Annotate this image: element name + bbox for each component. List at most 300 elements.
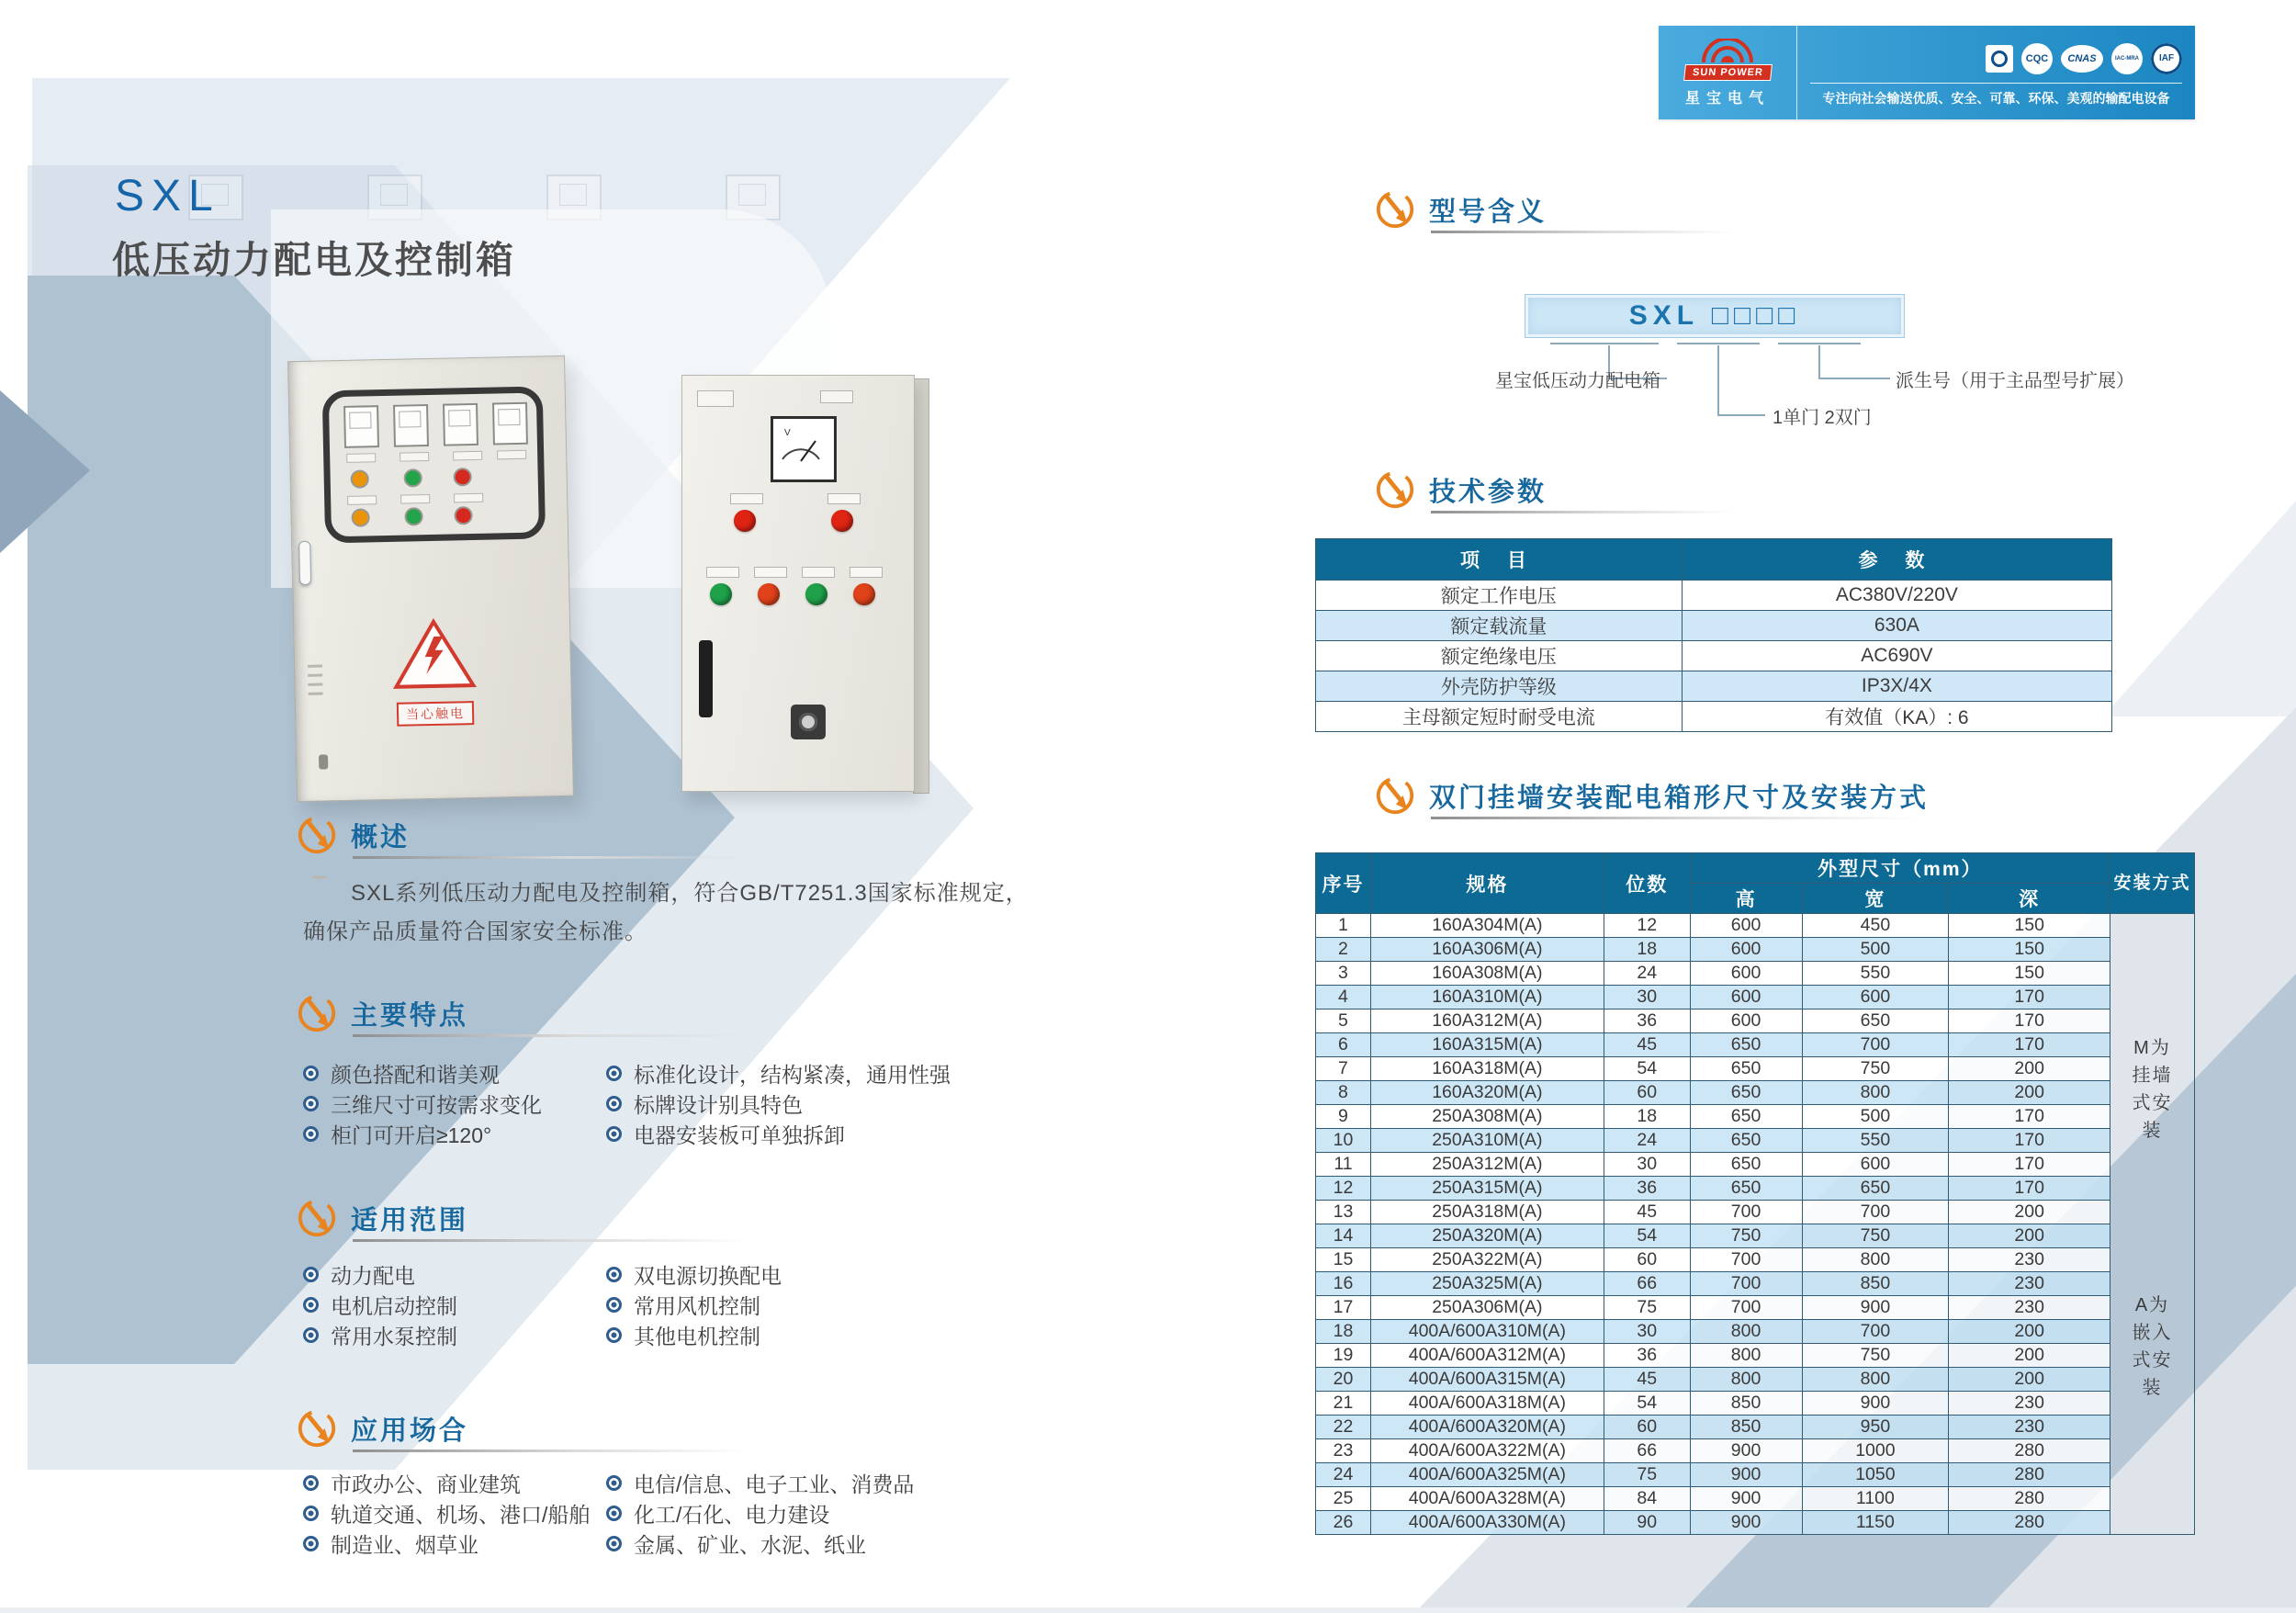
size-cell: 200 <box>1949 1201 2110 1224</box>
size-table-row <box>1316 1392 2195 1416</box>
panel-tag <box>347 495 377 505</box>
size-table-row <box>1316 1201 2195 1224</box>
size-cell: 500 <box>1802 938 1949 962</box>
application-text: 电信/信息、电子工业、消费品 <box>634 1472 915 1496</box>
bullet-icon <box>606 1536 622 1551</box>
size-cell: 24 <box>1316 1463 1371 1487</box>
size-cell: 6 <box>1316 1033 1371 1057</box>
size-cell: 400A/600A330M(A) <box>1370 1511 1604 1535</box>
size-cell: 850 <box>1802 1272 1949 1296</box>
size-cell: 60 <box>1604 1081 1690 1105</box>
size-table-body <box>1316 914 2195 1535</box>
size-cell: 22 <box>1316 1416 1371 1439</box>
panel-tag <box>454 493 483 503</box>
tech-value: 有效值（KA）: 6 <box>1682 702 2111 732</box>
bullet-icon <box>606 1096 622 1111</box>
size-cell: 250A315M(A) <box>1370 1177 1604 1201</box>
warning-label: 当心触电 <box>397 701 475 727</box>
application-text: 市政办公、商业建筑 <box>331 1472 521 1496</box>
size-cell: 800 <box>1690 1320 1802 1344</box>
size-cell: 170 <box>1949 1033 2110 1057</box>
size-cell: 160A304M(A) <box>1370 914 1604 938</box>
section-header-tech-params <box>1374 468 1547 511</box>
voltmeter <box>771 416 837 482</box>
name-plate <box>820 390 853 403</box>
size-table-row <box>1316 914 2195 938</box>
size-cell: 650 <box>1690 1033 1802 1057</box>
tech-value: AC380V/220V <box>1682 581 2111 611</box>
size-cell: 280 <box>1949 1463 2110 1487</box>
size-table-row <box>1316 1368 2195 1392</box>
scope-text: 其他电机控制 <box>634 1325 760 1348</box>
col-header-install: 安装方式 <box>2110 853 2195 914</box>
red-indicator <box>734 510 756 532</box>
application-item <box>303 1468 521 1498</box>
size-cell: 700 <box>1690 1248 1802 1272</box>
bullet-icon <box>303 1475 319 1491</box>
size-cell: 700 <box>1690 1296 1802 1320</box>
col-header-units: 位数 <box>1604 853 1690 914</box>
page-bottom-edge <box>0 1607 2296 1613</box>
size-cell: 800 <box>1690 1368 1802 1392</box>
warning-triangle-icon <box>391 617 478 693</box>
size-cell: 20 <box>1316 1368 1371 1392</box>
size-cell: 250A322M(A) <box>1370 1248 1604 1272</box>
col-header-item: 项 目 <box>1316 539 1683 581</box>
section-title: 概述 <box>351 823 411 852</box>
application-item <box>606 1498 829 1528</box>
header-divider <box>1810 83 2182 84</box>
panel-meter <box>443 403 478 446</box>
green-button <box>805 583 827 605</box>
size-cell: 30 <box>1604 986 1690 1010</box>
cert-iac-mra-icon: IAC-MRA <box>2111 43 2143 74</box>
section-underline <box>353 1034 748 1037</box>
size-cell: 150 <box>1949 914 2110 938</box>
col-header-value: 参 数 <box>1682 539 2111 581</box>
size-cell: 36 <box>1604 1010 1690 1033</box>
application-item <box>303 1498 590 1528</box>
size-cell: 13 <box>1316 1201 1371 1224</box>
company-name: 星宝电气 <box>1684 90 1770 107</box>
size-table-row <box>1316 1010 2195 1033</box>
scope-text: 常用水泵控制 <box>331 1325 457 1348</box>
scope-text: 动力配电 <box>331 1264 415 1288</box>
size-table-row <box>1316 962 2195 986</box>
install-method-cell <box>2110 914 2195 1535</box>
section-header-size-table <box>1374 774 1929 817</box>
size-cell: 230 <box>1949 1248 2110 1272</box>
size-cell: 1050 <box>1802 1463 1949 1487</box>
size-cell: 60 <box>1604 1248 1690 1272</box>
size-cell: 10 <box>1316 1129 1371 1153</box>
size-table-row <box>1316 1344 2195 1368</box>
bullet-icon <box>303 1327 319 1343</box>
size-cell: 900 <box>1690 1511 1802 1535</box>
feature-text: 标牌设计别具特色 <box>634 1093 803 1117</box>
feature-text: 颜色搭配和谐美观 <box>331 1063 500 1087</box>
button-tag <box>802 567 835 578</box>
size-cell: 75 <box>1604 1463 1690 1487</box>
size-cell: 900 <box>1690 1439 1802 1463</box>
application-text: 轨道交通、机场、港口/船舶 <box>331 1503 591 1527</box>
size-cell: 700 <box>1802 1320 1949 1344</box>
size-table-row <box>1316 1439 2195 1463</box>
size-cell: 21 <box>1316 1392 1371 1416</box>
green-lamp <box>403 468 422 487</box>
size-cell: 30 <box>1604 1320 1690 1344</box>
col-header-width: 宽 <box>1802 884 1949 914</box>
bullet-icon <box>303 1066 319 1081</box>
size-cell: 550 <box>1802 1129 1949 1153</box>
feature-item <box>606 1119 845 1149</box>
name-plate <box>697 390 734 407</box>
panel-meter <box>343 405 379 448</box>
section-underline <box>1431 817 1918 819</box>
size-cell: 800 <box>1802 1248 1949 1272</box>
size-cell: 230 <box>1949 1272 2110 1296</box>
bullet-icon <box>303 1536 319 1551</box>
size-cell: 850 <box>1690 1392 1802 1416</box>
size-cell: 650 <box>1690 1153 1802 1177</box>
size-cell: 700 <box>1802 1201 1949 1224</box>
size-cell: 250A320M(A) <box>1370 1224 1604 1248</box>
size-cell: 24 <box>1604 962 1690 986</box>
size-table-row <box>1316 1463 2195 1487</box>
size-cell: 280 <box>1949 1439 2110 1463</box>
panel-meter <box>492 402 528 446</box>
size-cell: 160A320M(A) <box>1370 1081 1604 1105</box>
red-indicator <box>831 510 853 532</box>
size-cell: 170 <box>1949 1153 2110 1177</box>
bullet-icon <box>303 1506 319 1521</box>
page-title-model: SXL <box>115 172 220 220</box>
size-cell: 2 <box>1316 938 1371 962</box>
size-cell: 230 <box>1949 1296 2110 1320</box>
size-cell: 550 <box>1802 962 1949 986</box>
feature-text: 电器安装板可单独拆卸 <box>634 1123 845 1147</box>
size-cell: 650 <box>1802 1010 1949 1033</box>
size-table-row <box>1316 1033 2195 1057</box>
col-header-spec: 规格 <box>1370 853 1604 914</box>
section-title: 主要特点 <box>351 1001 469 1031</box>
size-cell: 170 <box>1949 986 2110 1010</box>
size-cell: 160A308M(A) <box>1370 962 1604 986</box>
size-cell: 200 <box>1949 1368 2110 1392</box>
scope-item <box>303 1320 457 1350</box>
tech-item: 额定绝缘电压 <box>1316 641 1683 671</box>
tech-row <box>1316 611 2112 641</box>
product-photo-cabinet-2 <box>681 375 915 792</box>
section-header-applications <box>296 1407 468 1449</box>
size-cell: 600 <box>1690 938 1802 962</box>
cabinet-handle <box>298 541 311 585</box>
application-item <box>606 1468 914 1498</box>
size-cell: 900 <box>1802 1296 1949 1320</box>
panel-tag <box>346 453 376 463</box>
size-cell: 230 <box>1949 1392 2110 1416</box>
size-cell: 450 <box>1802 914 1949 938</box>
size-table-row <box>1316 986 2195 1010</box>
size-cell: 400A/600A328M(A) <box>1370 1487 1604 1511</box>
tech-row <box>1316 702 2112 732</box>
bullet-icon <box>303 1267 319 1282</box>
size-cell: 54 <box>1604 1224 1690 1248</box>
size-table <box>1315 852 2195 1535</box>
section-header-overview <box>296 814 410 856</box>
button-tag <box>754 567 787 578</box>
bullet-icon <box>606 1126 622 1142</box>
feature-text: 标准化设计，结构紧凑，通用性强 <box>634 1063 951 1087</box>
logo-text: SUN POWER <box>1683 64 1773 81</box>
cabinet-2-side <box>913 378 929 794</box>
cert-cnas-icon: CNAS <box>2061 45 2103 73</box>
size-cell: 400A/600A310M(A) <box>1370 1320 1604 1344</box>
size-cell: 150 <box>1949 962 2110 986</box>
product-photo-cabinet-1 <box>287 355 574 802</box>
bullet-icon <box>606 1506 622 1521</box>
size-cell: 16 <box>1316 1272 1371 1296</box>
size-cell: 1 <box>1316 914 1371 938</box>
red-lamp <box>453 468 471 486</box>
size-cell: 950 <box>1802 1416 1949 1439</box>
sun-power-logo <box>1659 26 1797 119</box>
section-arrow-icon <box>296 992 338 1034</box>
size-cell: 160A310M(A) <box>1370 986 1604 1010</box>
size-cell: 280 <box>1949 1511 2110 1535</box>
size-cell: 36 <box>1604 1344 1690 1368</box>
size-cell: 45 <box>1604 1033 1690 1057</box>
scope-item <box>606 1320 760 1350</box>
cert-icons <box>1810 39 2182 79</box>
size-cell: 18 <box>1604 938 1690 962</box>
size-cell: 54 <box>1604 1057 1690 1081</box>
bullet-icon <box>606 1297 622 1313</box>
size-cell: 750 <box>1802 1224 1949 1248</box>
green-lamp <box>404 507 422 525</box>
size-cell: 26 <box>1316 1511 1371 1535</box>
col-header-depth: 深 <box>1949 884 2110 914</box>
orange-lamp <box>351 469 369 488</box>
tech-item: 额定工作电压 <box>1316 581 1683 611</box>
application-item <box>606 1528 866 1559</box>
scope-text: 电机启动控制 <box>331 1294 457 1318</box>
size-cell: 160A306M(A) <box>1370 938 1604 962</box>
size-table-row <box>1316 1487 2195 1511</box>
lamp-tag <box>827 493 861 504</box>
size-cell: 800 <box>1802 1081 1949 1105</box>
feature-item <box>303 1058 500 1088</box>
size-table-row <box>1316 1320 2195 1344</box>
scope-item <box>606 1290 760 1320</box>
size-cell: 24 <box>1604 1129 1690 1153</box>
section-underline <box>1431 511 1734 513</box>
size-table-row <box>1316 1272 2195 1296</box>
size-cell: 60 <box>1604 1416 1690 1439</box>
size-cell: 700 <box>1690 1272 1802 1296</box>
size-cell: 750 <box>1802 1344 1949 1368</box>
size-cell: 200 <box>1949 1320 2110 1344</box>
size-cell: 650 <box>1690 1105 1802 1129</box>
bullet-icon <box>303 1297 319 1313</box>
application-text: 制造业、烟草业 <box>331 1533 478 1557</box>
size-cell: 170 <box>1949 1105 2110 1129</box>
size-cell: 650 <box>1690 1129 1802 1153</box>
size-cell: 11 <box>1316 1153 1371 1177</box>
size-cell: 600 <box>1690 986 1802 1010</box>
panel-tag <box>400 452 429 462</box>
size-cell: 600 <box>1802 1153 1949 1177</box>
size-cell: 200 <box>1949 1344 2110 1368</box>
size-cell: 160A315M(A) <box>1370 1033 1604 1057</box>
model-label-left: 星宝低压动力配电箱 <box>1495 371 1660 391</box>
vent-louver <box>308 664 322 667</box>
brand-slogan: 专注向社会输送优质、安全、可靠、环保、美观的输配电设备 <box>1822 90 2170 106</box>
size-cell: 280 <box>1949 1487 2110 1511</box>
size-cell: 600 <box>1690 1010 1802 1033</box>
size-cell: 5 <box>1316 1010 1371 1033</box>
size-cell: 90 <box>1604 1511 1690 1535</box>
tech-row <box>1316 671 2112 702</box>
section-arrow-icon <box>1374 774 1416 817</box>
feature-item <box>303 1119 491 1149</box>
size-cell: 18 <box>1316 1320 1371 1344</box>
section-header-features <box>296 992 468 1034</box>
size-cell: 19 <box>1316 1344 1371 1368</box>
tech-value: AC690V <box>1682 641 2111 671</box>
scope-item <box>303 1290 457 1320</box>
size-table-row <box>1316 938 2195 962</box>
size-cell: 170 <box>1949 1177 2110 1201</box>
size-cell: 160A312M(A) <box>1370 1010 1604 1033</box>
size-cell: 160A318M(A) <box>1370 1057 1604 1081</box>
tech-item: 外壳防护等级 <box>1316 671 1683 702</box>
section-title: 技术参数 <box>1429 478 1548 507</box>
size-cell: 250A310M(A) <box>1370 1129 1604 1153</box>
page-title-name: 低压动力配电及控制箱 <box>112 239 516 281</box>
overview-text-line1: SXL系列低压动力配电及控制箱，符合GB/T7251.3国家标准规定， <box>351 881 1029 906</box>
size-cell: 500 <box>1802 1105 1949 1129</box>
vent-louver <box>309 692 323 694</box>
red-button <box>758 583 780 605</box>
warning-sticker <box>386 617 483 727</box>
bullet-icon <box>606 1475 622 1491</box>
install-note: A为嵌入式安装 <box>2132 1295 2173 1398</box>
size-table-row <box>1316 1129 2195 1153</box>
bullet-icon <box>606 1327 622 1343</box>
size-cell: 400A/600A325M(A) <box>1370 1463 1604 1487</box>
bullet-icon <box>303 1126 319 1142</box>
panel-tag <box>400 494 430 504</box>
cert-iaf-icon: IAF <box>2151 43 2182 74</box>
size-table-row <box>1316 1153 2195 1177</box>
scope-text: 常用风机控制 <box>634 1294 760 1318</box>
section-underline <box>353 1449 748 1452</box>
bullet-icon <box>303 1096 319 1111</box>
feature-item <box>303 1088 542 1119</box>
size-table-row <box>1316 1511 2195 1535</box>
section-header-model-meaning <box>1374 188 1547 231</box>
sun-power-arcs-icon <box>1698 39 1757 62</box>
size-cell: 150 <box>1949 938 2110 962</box>
cabinet-2-handle <box>699 640 713 717</box>
size-cell: 230 <box>1949 1416 2110 1439</box>
red-button <box>853 583 875 605</box>
size-cell: 750 <box>1690 1224 1802 1248</box>
section-header-scope <box>296 1197 468 1239</box>
size-cell: 400A/600A315M(A) <box>1370 1368 1604 1392</box>
vent-louver <box>308 673 322 676</box>
size-cell: 200 <box>1949 1081 2110 1105</box>
red-lamp <box>454 506 472 525</box>
lamp-tag <box>730 493 763 504</box>
size-cell: 400A/600A320M(A) <box>1370 1416 1604 1439</box>
size-cell: 800 <box>1802 1368 1949 1392</box>
section-arrow-icon <box>1374 188 1416 231</box>
size-table-row <box>1316 1177 2195 1201</box>
section-arrow-icon <box>296 1197 338 1239</box>
install-note: M为挂墙式安装 <box>2132 1038 2173 1141</box>
application-item <box>303 1528 478 1559</box>
size-cell: 84 <box>1604 1487 1690 1511</box>
size-cell: 18 <box>1604 1105 1690 1129</box>
green-button <box>710 583 732 605</box>
size-cell: 4 <box>1316 986 1371 1010</box>
size-cell: 170 <box>1949 1129 2110 1153</box>
cabinet-lock <box>319 754 328 769</box>
size-cell: 17 <box>1316 1296 1371 1320</box>
col-header-dimensions: 外型尺寸（mm） <box>1690 853 2110 884</box>
button-tag <box>850 567 883 578</box>
size-cell: 45 <box>1604 1368 1690 1392</box>
size-cell: 36 <box>1604 1177 1690 1201</box>
size-cell: 900 <box>1690 1463 1802 1487</box>
size-cell: 250A312M(A) <box>1370 1153 1604 1177</box>
section-title: 双门挂墙安装配电箱形尺寸及安装方式 <box>1429 784 1930 813</box>
size-cell: 400A/600A322M(A) <box>1370 1439 1604 1463</box>
section-underline <box>353 1239 748 1242</box>
section-arrow-icon <box>296 814 338 856</box>
size-cell: 700 <box>1802 1033 1949 1057</box>
size-cell: 850 <box>1690 1416 1802 1439</box>
rotary-switch <box>791 705 826 739</box>
col-header-index: 序号 <box>1316 853 1371 914</box>
col-header-height: 高 <box>1690 884 1802 914</box>
model-label-right: 派生号（用于主品型号扩展） <box>1896 371 2134 391</box>
overview-text-line2: 确保产品质量符合国家安全标准。 <box>303 919 647 944</box>
size-cell: 75 <box>1604 1296 1690 1320</box>
panel-meter <box>393 404 429 447</box>
svg-text:V: V <box>784 428 791 438</box>
size-cell: 1000 <box>1802 1439 1949 1463</box>
feature-item <box>606 1058 951 1088</box>
cert-quality-badge-icon <box>1986 45 2013 73</box>
size-cell: 12 <box>1604 914 1690 938</box>
size-cell: 750 <box>1802 1057 1949 1081</box>
size-cell: 250A306M(A) <box>1370 1296 1604 1320</box>
cabinet-window <box>322 386 546 543</box>
size-table-row <box>1316 1224 2195 1248</box>
scope-text: 双电源切换配电 <box>634 1264 782 1288</box>
size-cell: 170 <box>1949 1010 2110 1033</box>
size-cell: 66 <box>1604 1272 1690 1296</box>
size-cell: 600 <box>1802 986 1949 1010</box>
section-arrow-icon <box>296 1407 338 1449</box>
section-title: 适用范围 <box>351 1206 469 1235</box>
size-table-row <box>1316 1248 2195 1272</box>
size-cell: 650 <box>1802 1177 1949 1201</box>
size-cell: 700 <box>1690 1201 1802 1224</box>
